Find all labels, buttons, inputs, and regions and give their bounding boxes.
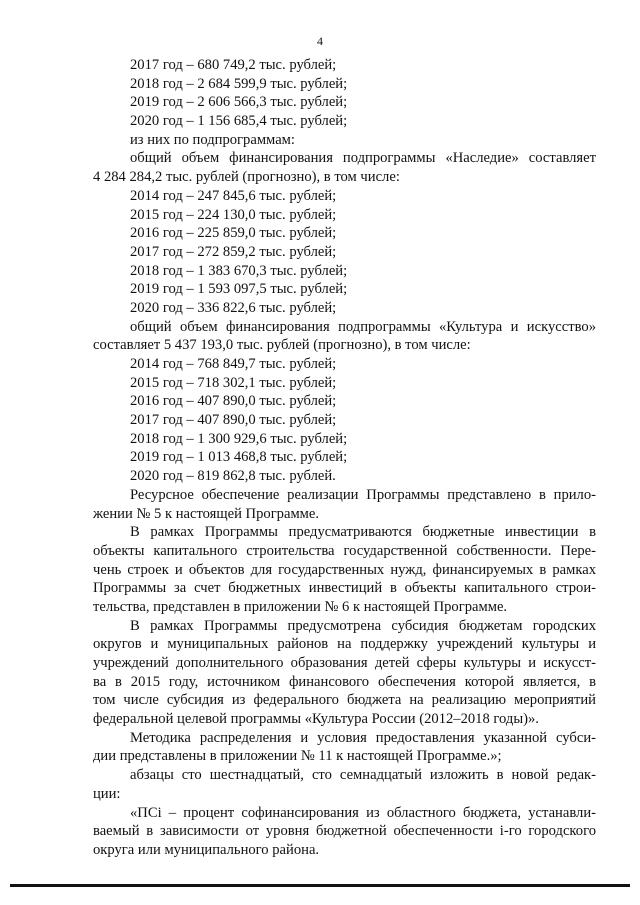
bottom-rule [10, 884, 630, 887]
text-line: 2014 год – 247 845,6 тыс. рублей; [130, 187, 337, 204]
text-line: 2017 год – 272 859,2 тыс. рублей; [130, 243, 337, 260]
text-line: В рамках Программы предусматриваются бюджетные инвестиции в [130, 524, 596, 541]
text-line: том числе субсидия из федерального бюджета на реализацию мероприятий [93, 692, 596, 709]
document-body [93, 56, 596, 860]
text-line: 2015 год – 718 302,1 тыс. рублей; [130, 374, 337, 391]
text-line: тельства, представлен в приложении № 6 к настоящей Программе. [93, 598, 508, 615]
text-line: Ресурсное обеспечение реализации Программы представлено в прило- [130, 486, 596, 503]
text-line: ваемый в зависимости от уровня бюджетной обеспеченности i-го городского [93, 823, 596, 840]
text-line: 2016 год – 225 859,0 тыс. рублей; [130, 225, 337, 242]
text-line: 2018 год – 1 300 929,6 тыс. рублей; [130, 430, 348, 447]
text-line: 2020 год – 1 156 685,4 тыс. рублей; [130, 113, 348, 130]
text-line: Методика распределения и условия предоставления указанной субси- [130, 729, 596, 746]
text-line: из них по подпрограммам: [130, 131, 295, 148]
text-line: округов и муниципальных районов на поддержку учреждений культуры и [93, 636, 596, 653]
text-line: 2020 год – 819 862,8 тыс. рублей. [130, 468, 336, 485]
text-line: учреждений дополнительного образования детей сферы культуры и искусст- [93, 655, 596, 671]
text-line: 2019 год – 1 013 468,8 тыс. рублей; [130, 449, 348, 466]
text-line: общий объем финансирования подпрограммы «Культура и искусство» [130, 318, 596, 335]
text-line: федеральной целевой программы «Культура России (2012–2018 годы)». [93, 711, 539, 728]
text-line: округа или муниципального района. [93, 841, 320, 858]
page-number: 4 [317, 34, 323, 48]
text-line: В рамках Программы предусмотрена субсидия бюджетам городских [130, 617, 596, 634]
text-line: «ПСi – процент софинансирования из областного бюджета, устанавли- [130, 804, 596, 821]
text-line: 2017 год – 680 749,2 тыс. рублей; [130, 57, 337, 73]
text-line: 4 284 284,2 тыс. рублей (прогнозно), в том числе: [93, 169, 400, 186]
text-line: дии представлены в приложении № 11 к настоящей Программе.»; [93, 748, 502, 765]
text-line: 2016 год – 407 890,0 тыс. рублей; [130, 393, 337, 410]
text-line: общий объем финансирования подпрограммы «Наследие» составляет [130, 150, 596, 167]
text-line: 2019 год – 1 593 097,5 тыс. рублей; [130, 281, 348, 298]
text-line: ции: [93, 785, 121, 802]
text-line: объекты капитального строительства государственной собственности. Пере- [93, 542, 596, 559]
text-line: 2014 год – 768 849,7 тыс. рублей; [130, 356, 337, 372]
text-line: 2018 год – 2 684 599,9 тыс. рублей; [130, 75, 348, 92]
text-line: ва в 2015 году, источником финансового обеспечения которой является, в [93, 673, 596, 690]
text-line: 2020 год – 336 822,6 тыс. рублей; [130, 299, 337, 316]
text-line: чень строек и объектов для государственных нужд, финансируемых в рамках [93, 561, 596, 578]
text-line: 2017 год – 407 890,0 тыс. рублей; [130, 412, 337, 429]
text-line: Программы за счет бюджетных инвестиций в объекты капитального строи- [93, 580, 596, 597]
text-line: 2015 год – 224 130,0 тыс. рублей; [130, 206, 337, 223]
text-line: составляет 5 437 193,0 тыс. рублей (прогнозно), в том числе: [93, 337, 471, 354]
text-line: абзацы сто шестнадцатый, сто семнадцатый изложить в новой редак- [130, 767, 596, 784]
text-line: 2018 год – 1 383 670,3 тыс. рублей; [130, 262, 348, 279]
text-line: жении № 5 к настоящей Программе. [93, 505, 320, 522]
text-line: 2019 год – 2 606 566,3 тыс. рублей; [130, 94, 348, 111]
